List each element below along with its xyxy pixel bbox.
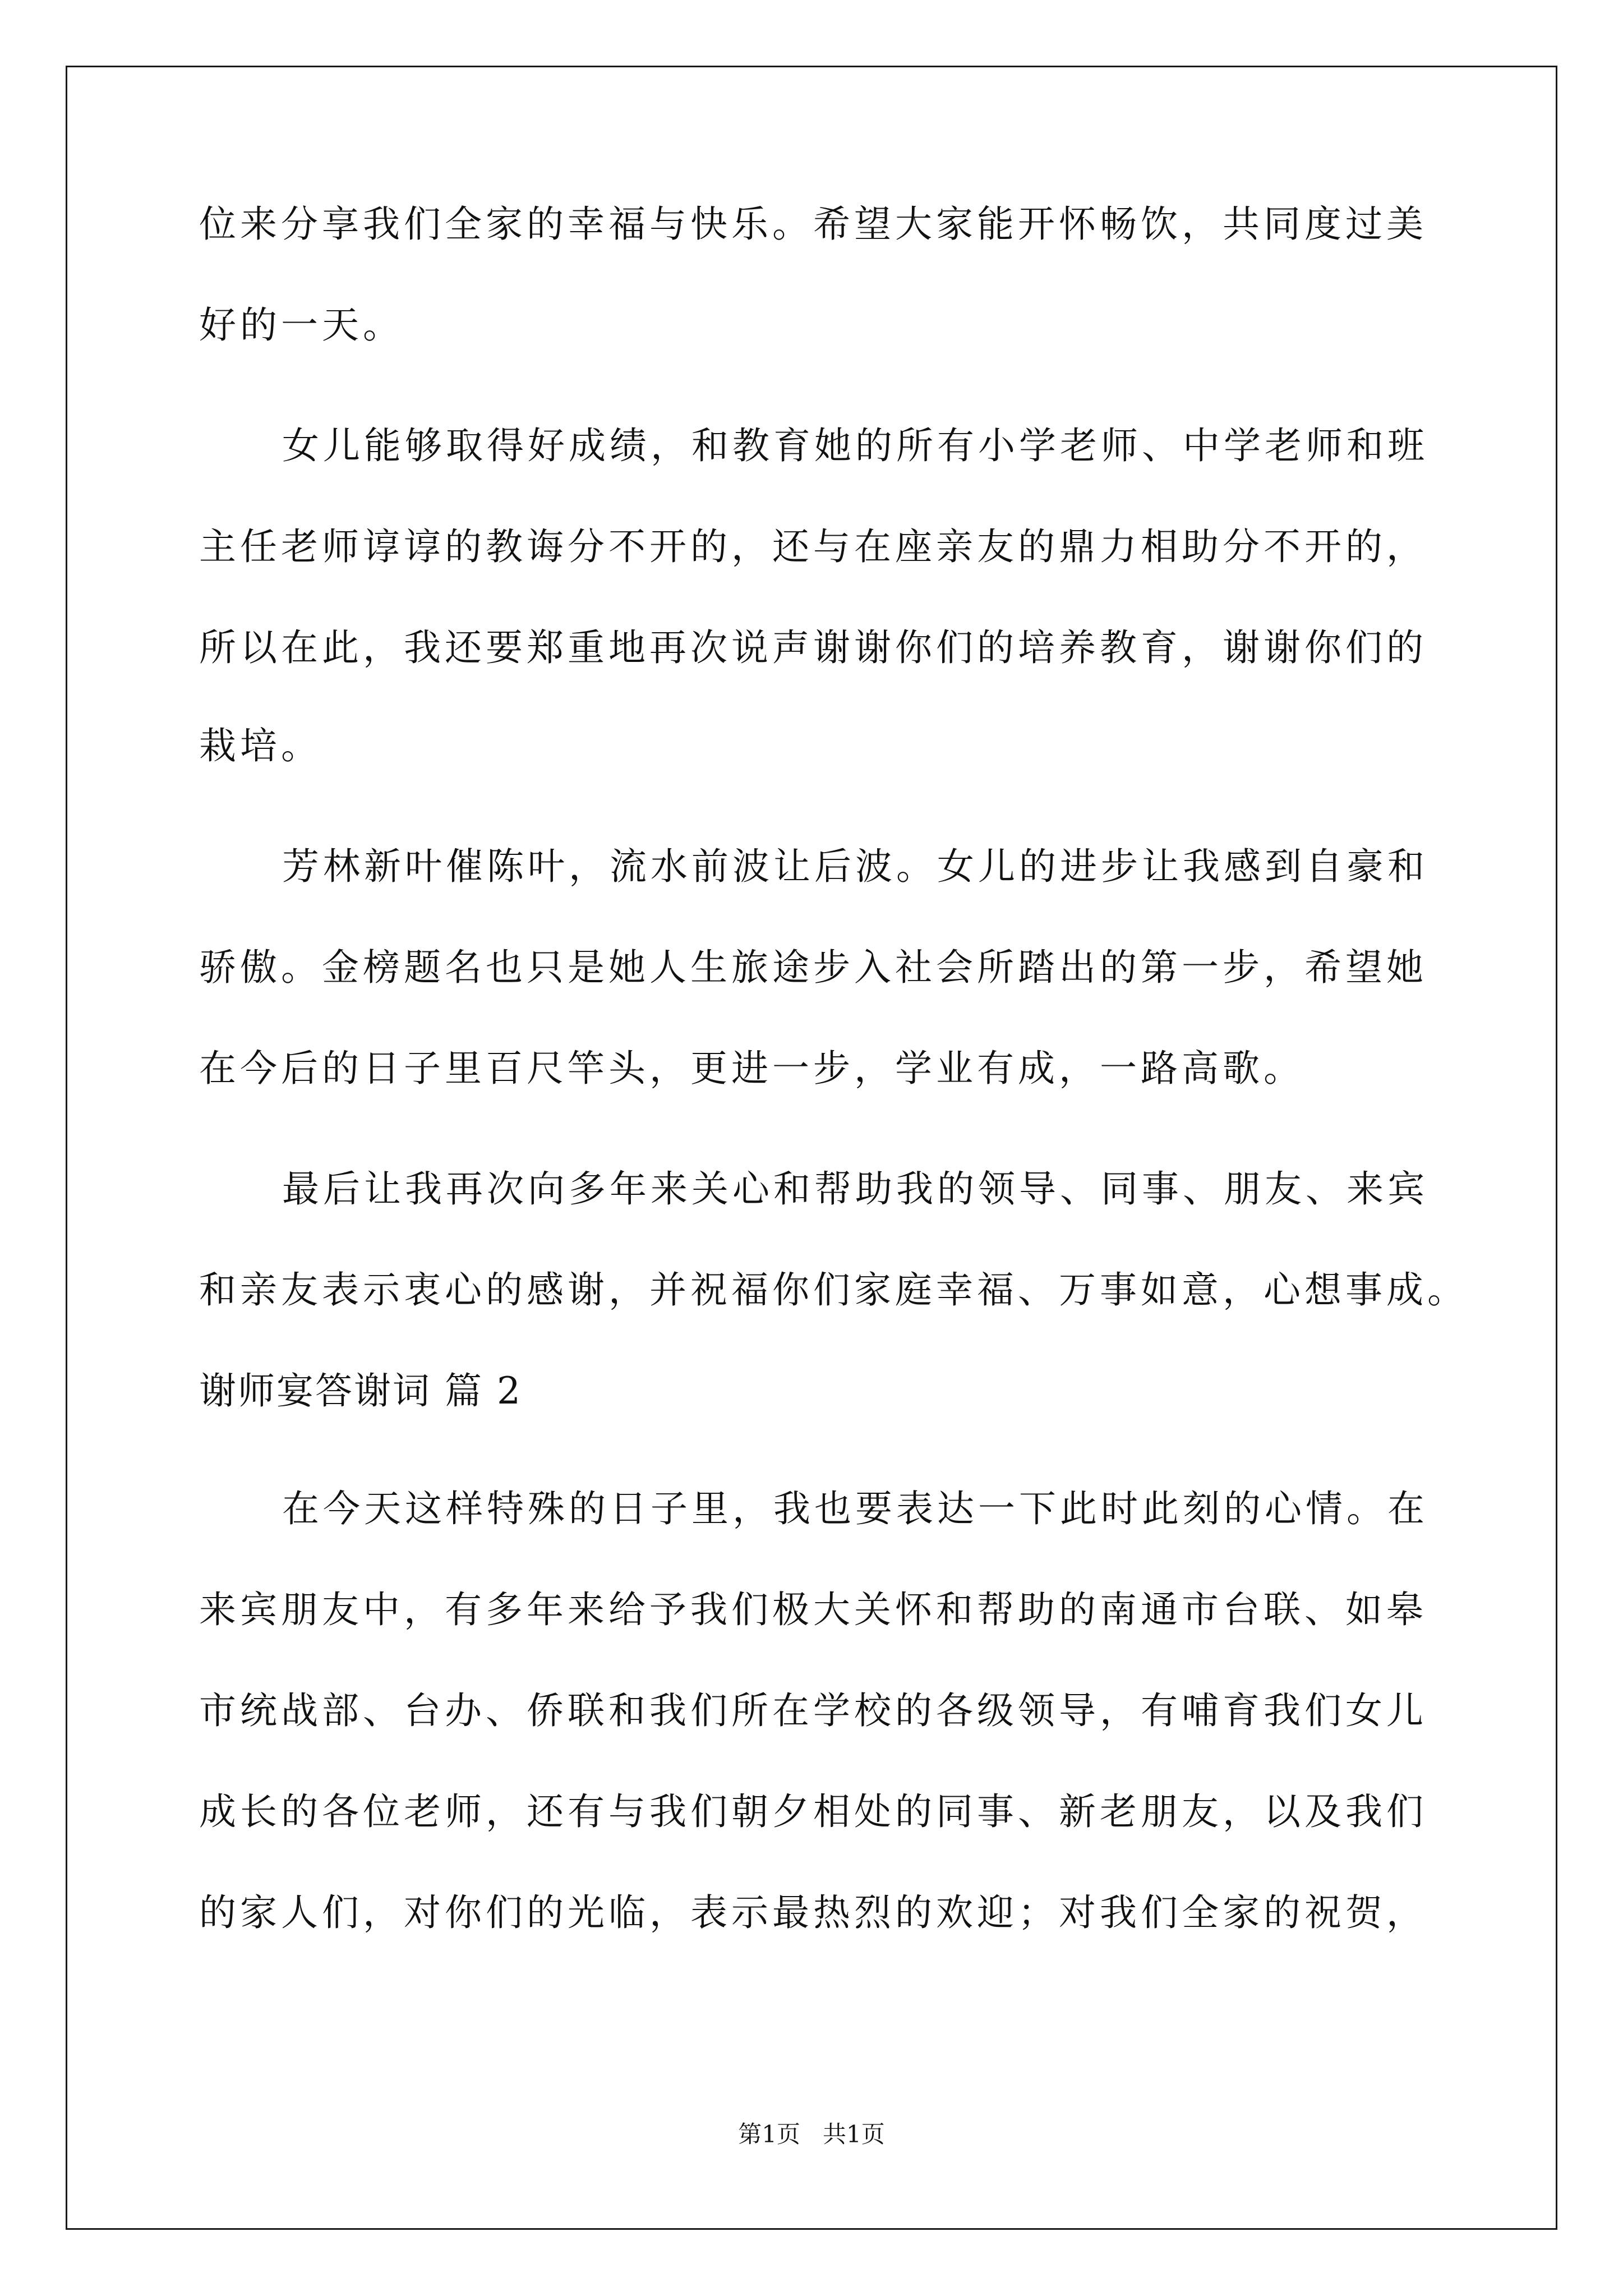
section-heading: 谢师宴答谢词 篇 2 bbox=[199, 1369, 522, 1412]
text-line: 栽培。 bbox=[199, 724, 322, 767]
text-line: 位来分享我们全家的幸福与快乐。希望大家能开怀畅饮，共同度过美 bbox=[199, 203, 1427, 246]
paragraph-start-line: 最后让我再次向多年来关心和帮助我的领导、同事、朋友、来宾 bbox=[282, 1167, 1428, 1211]
text-line: 所以在此，我还要郑重地再次说声谢谢你们的培养教育，谢谢你们的 bbox=[199, 626, 1427, 669]
text-line: 主任老师谆谆的教诲分不开的，还与在座亲友的鼎力相助分不开的， bbox=[199, 525, 1427, 568]
text-line: 的家人们，对你们的光临，表示最热烈的欢迎；对我们全家的祝贺， bbox=[199, 1891, 1427, 1934]
paragraph-start-line: 女儿能够取得好成绩，和教育她的所有小学老师、中学老师和班 bbox=[282, 424, 1428, 467]
text-line: 市统战部、台办、侨联和我们所在学校的各级领导，有哺育我们女儿 bbox=[199, 1689, 1427, 1732]
text-line: 好的一天。 bbox=[199, 303, 404, 347]
text-line: 成长的各位老师，还有与我们朝夕相处的同事、新老朋友，以及我们 bbox=[199, 1790, 1427, 1833]
paragraph-start-line: 芳林新叶催陈叶，流水前波让后波。女儿的进步让我感到自豪和 bbox=[282, 845, 1428, 888]
page-number-footer: 第1页 共1页 bbox=[738, 2120, 885, 2148]
paragraph-start-line: 在今天这样特殊的日子里，我也要表达一下此时此刻的心情。在 bbox=[282, 1487, 1428, 1530]
text-line: 在今后的日子里百尺竿头，更进一步，学业有成，一路高歌。 bbox=[199, 1047, 1304, 1090]
text-line: 和亲友表示衷心的感谢，并祝福你们家庭幸福、万事如意，心想事成。 bbox=[199, 1268, 1468, 1312]
text-line: 骄傲。金榜题名也只是她人生旅途步入社会所踏出的第一步，希望她 bbox=[199, 946, 1427, 989]
text-line: 来宾朋友中，有多年来给予我们极大关怀和帮助的南通市台联、如皋 bbox=[199, 1588, 1427, 1631]
